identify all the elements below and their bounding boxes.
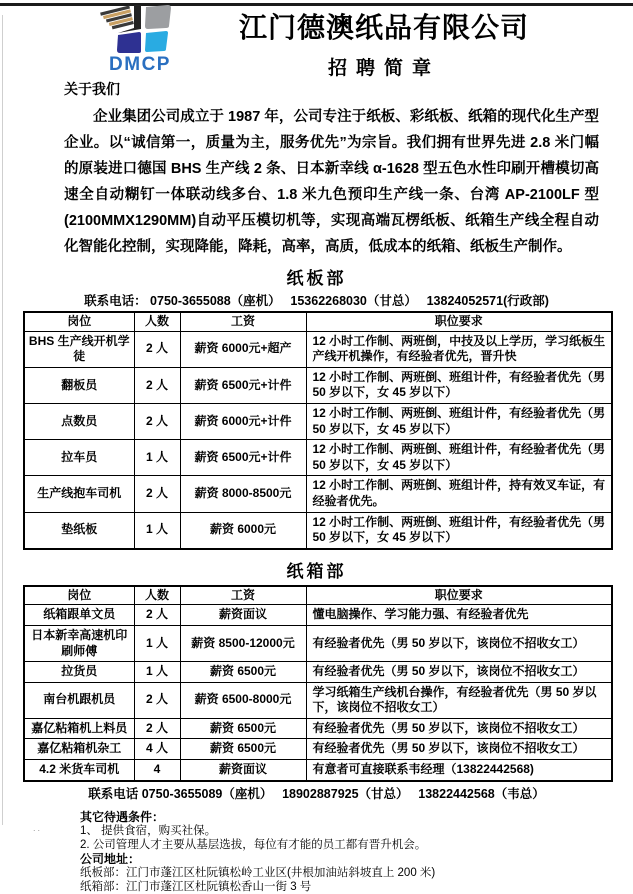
headcount-cell: 4 人 [134, 739, 180, 760]
box-dept-jobs-table [23, 585, 613, 782]
salary-cell: 薪资 6500元+计件 [180, 367, 306, 403]
job-title-cell: 点数员 [24, 403, 134, 439]
column-header: 岗位 [24, 312, 134, 331]
about-us-heading: 关于我们 [64, 81, 120, 97]
requirements-cell: 有意者可直接联系韦经理（13822442568) [306, 760, 612, 781]
column-header: 人数 [134, 586, 180, 605]
footer-info [80, 811, 633, 894]
salary-cell: 薪资 8000-8500元 [180, 476, 306, 512]
requirements-cell: 12 小时工作制、两班倒、班组计件，有经验者优先（男 50 岁以下，女 45 岁以下） [306, 367, 612, 403]
requirements-cell: 12 小时工作制、两班倒，中技及以上学历，学习纸板生产线开机操作，有经验者优先，晋升快 [306, 331, 612, 367]
requirements-cell: 有经验者优先（男 50 岁以下，该岗位不招收女工） [306, 662, 612, 683]
column-header: 职位要求 [306, 312, 612, 331]
salary-cell: 薪资面议 [180, 760, 306, 781]
table-row [24, 662, 612, 683]
job-title-cell: 南台机跟机员 [24, 682, 134, 718]
headcount-cell: 1 人 [134, 662, 180, 683]
address-heading: 公司地址： [80, 851, 141, 866]
table-row [24, 403, 612, 439]
benefits-heading: 其它待遇条件： [80, 809, 165, 824]
table-row [24, 682, 612, 718]
headcount-cell: 2 人 [134, 331, 180, 367]
salary-cell: 薪资 6000元+计件 [180, 403, 306, 439]
logo-text: DMCP [109, 54, 171, 75]
table-row [24, 739, 612, 760]
salary-cell: 薪资 8500-12000元 [180, 625, 306, 661]
column-header: 岗位 [24, 586, 134, 605]
page-artifact-dots: .. [33, 823, 43, 833]
benefit-item: 1、 提供食宿，购买社保。 [80, 824, 217, 837]
requirements-cell: 学习纸箱生产线机台操作，有经验者优先（男 50 岁以下，该岗位不招收女工） [306, 682, 612, 718]
requirements-cell: 12 小时工作制、两班倒、班组计件，有经验者优先（男 50 岁以下，女 45 岁以下） [306, 403, 612, 439]
job-title-cell: 生产线抱车司机 [24, 476, 134, 512]
salary-cell: 薪资 6000元 [180, 512, 306, 549]
job-title-cell: 嘉亿粘箱机杂工 [24, 739, 134, 760]
salary-cell: 薪资 6500元 [180, 662, 306, 683]
board-dept-jobs-table [23, 311, 613, 550]
column-header: 工资 [180, 312, 306, 331]
table-row [24, 331, 612, 367]
headcount-cell: 1 人 [134, 625, 180, 661]
requirements-cell: 12 小时工作制、两班倒、班组计件，有经验者优先（男 50 岁以下，女 45 岁以下） [306, 512, 612, 549]
table-row [24, 367, 612, 403]
headcount-cell: 2 人 [134, 718, 180, 739]
job-title-cell: 拉车员 [24, 440, 134, 476]
salary-cell: 薪资面议 [180, 605, 306, 626]
headcount-cell: 1 人 [134, 440, 180, 476]
job-title-cell: 垫纸板 [24, 512, 134, 549]
document-subtitle: 招聘简章 [327, 58, 440, 79]
salary-cell: 薪资 6500元 [180, 739, 306, 760]
salary-cell: 薪资 6000元+超产 [180, 331, 306, 367]
table-row [24, 440, 612, 476]
board-dept-heading: 纸板部 [286, 269, 347, 288]
company-logo [90, 4, 190, 74]
box-dept-contact-line: 联系电话 0750-3655089（座机） 18902887925（甘总） 13822442568（韦总） [88, 786, 545, 801]
headcount-cell: 2 人 [134, 682, 180, 718]
table-row [24, 605, 612, 626]
job-title-cell: 嘉亿粘箱机上料员 [24, 718, 134, 739]
requirements-cell: 有经验者优先（男 50 岁以下，该岗位不招收女工） [306, 718, 612, 739]
address-item: 纸箱部：江门市蓬江区杜阮镇松香山一街 3 号 [80, 880, 312, 893]
headcount-cell: 1 人 [134, 512, 180, 549]
box-dept-heading: 纸箱部 [286, 561, 347, 581]
job-title-cell: 拉货员 [24, 662, 134, 683]
requirements-cell: 有经验者优先（男 50 岁以下，该岗位不招收女工） [306, 739, 612, 760]
salary-cell: 薪资 6500-8000元 [180, 682, 306, 718]
column-header: 工资 [180, 586, 306, 605]
job-title-cell: 纸箱跟单文员 [24, 605, 134, 626]
table-row [24, 512, 612, 549]
column-header: 职位要求 [306, 586, 612, 605]
document-header [0, 3, 633, 79]
address-item: 纸板部：江门市蓬江区杜阮镇松岭工业区(井根加油站斜坡直上 200 米) [80, 866, 436, 879]
page-left-guide-line [2, 15, 3, 825]
table-header-row [24, 312, 612, 331]
table-row [24, 760, 612, 781]
requirements-cell: 12 小时工作制、两班倒、班组计件，有经验者优先（男 50 岁以下，女 45 岁以下） [306, 440, 612, 476]
company-name-title: 江门德澳纸品有限公司 [238, 12, 529, 43]
job-title-cell: BHS 生产线开机学徒 [24, 331, 134, 367]
requirements-cell: 懂电脑操作、学习能力强、有经验者优先 [306, 605, 612, 626]
headcount-cell: 2 人 [134, 605, 180, 626]
headcount-cell: 2 人 [134, 403, 180, 439]
benefit-item: 2. 公司管理人才主要从基层选拔，每位有才能的员工都有晋升机会。 [80, 838, 427, 851]
job-title-cell: 日本新幸高速机印刷师傅 [24, 625, 134, 661]
recruitment-flyer-page [0, 3, 633, 893]
dmcp-logo-icon [90, 4, 190, 54]
salary-cell: 薪资 6500元+计件 [180, 440, 306, 476]
headcount-cell: 2 人 [134, 367, 180, 403]
headcount-cell: 4 [134, 760, 180, 781]
table-row [24, 625, 612, 661]
board-dept-contact-line: 联系电话： 0750-3655088（座机） 15362268030（甘总） 13824052571(行政部) [84, 294, 549, 308]
job-title-cell: 4.2 米货车司机 [24, 760, 134, 781]
about-us-paragraph: 企业集团公司成立于 1987 年，公司专注于纸板、彩纸板、纸箱的现代化生产型企业。以“诚信第一，质量为主，服务优先”为宗旨。我们拥有世界先进 2.8 米门幅的原装进口德国 BHS 生产线 2 条、日本新幸线 α-1628 型五色水性印刷开槽模切高速全自动糊钉一体联动线多台、1.8 米九色预印生产线一条、台湾 AP-2100LF 型(2100MMX1290MM)自动平压模切机等，实现高端瓦楞纸板、纸箱生产线全程自动化智能化控制，实现降能，降耗，高率，高质，低成本的纸箱、纸板生产制作。 [64, 109, 599, 255]
requirements-cell: 有经验者优先（男 50 岁以下，该岗位不招收女工） [306, 625, 612, 661]
table-row [24, 476, 612, 512]
job-title-cell: 翻板员 [24, 367, 134, 403]
title-block [185, 6, 583, 80]
table-header-row [24, 586, 612, 605]
headcount-cell: 2 人 [134, 476, 180, 512]
table-row [24, 718, 612, 739]
column-header: 人数 [134, 312, 180, 331]
salary-cell: 薪资 6500元 [180, 718, 306, 739]
requirements-cell: 12 小时工作制、两班倒、班组计件，持有效叉车证，有经验者优先。 [306, 476, 612, 512]
